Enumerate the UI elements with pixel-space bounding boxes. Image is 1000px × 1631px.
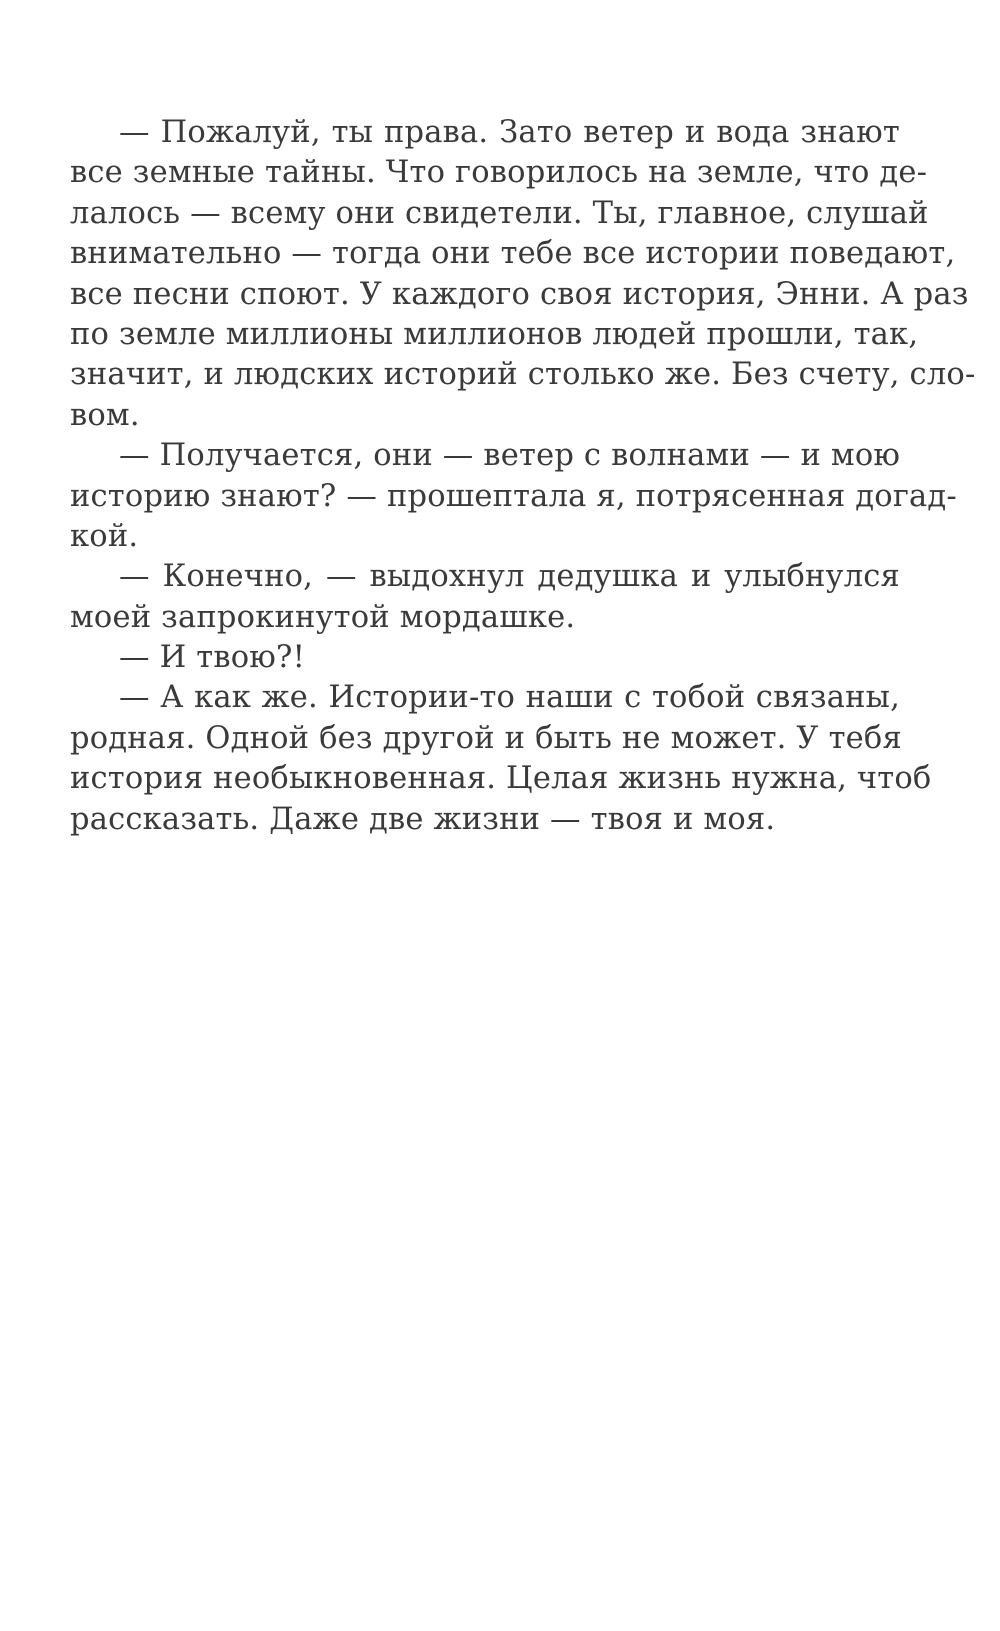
paragraph — [70, 638, 900, 678]
text-line: все земные тайны. Что говорилось на земле, что де- — [70, 155, 928, 191]
text-line: все песни споют. У каждого своя история, Энни. А раз — [70, 276, 969, 312]
text-line: — Получается, они — ветер с волнами — и мою — [119, 438, 901, 474]
body-text — [70, 113, 976, 840]
text-line: история необыкновенная. Целая жизнь нужна, чтоб — [70, 761, 932, 797]
text-line: вом. — [70, 397, 140, 433]
text-line: значит, и людских историй столько же. Без счету, сло- — [70, 357, 976, 393]
text-line: родная. Одной без другой и быть не может. У тебя — [70, 720, 902, 756]
paragraph — [70, 113, 976, 436]
text-line: — Пожалуй, ты права. Зато ветер и вода знают — [119, 115, 900, 150]
text-line: моей запрокинутой мордашке. — [70, 599, 576, 635]
text-line: кой. — [70, 518, 139, 554]
text-line: историю знают? — прошептала я, потрясенная догад- — [70, 478, 957, 514]
text-line: — А как же. Истории-то наши с тобой связаны, — [119, 680, 900, 716]
paragraph — [70, 557, 900, 638]
paragraph — [70, 436, 957, 557]
text-line: — И твою?! — [119, 640, 306, 676]
text-line: — Конечно, — выдохнул дедушка и улыбнулся — [119, 559, 900, 595]
text-line: рассказать. Даже две жизни — твоя и моя. — [70, 801, 776, 837]
text-line: лалось — всему они свидетели. Ты, главное, слушай — [70, 195, 929, 231]
paragraph — [70, 678, 932, 840]
text-line: внимательно — тогда они тебе все истории поведают, — [70, 236, 956, 272]
text-line: по земле миллионы миллионов людей прошли, так, — [70, 316, 919, 352]
